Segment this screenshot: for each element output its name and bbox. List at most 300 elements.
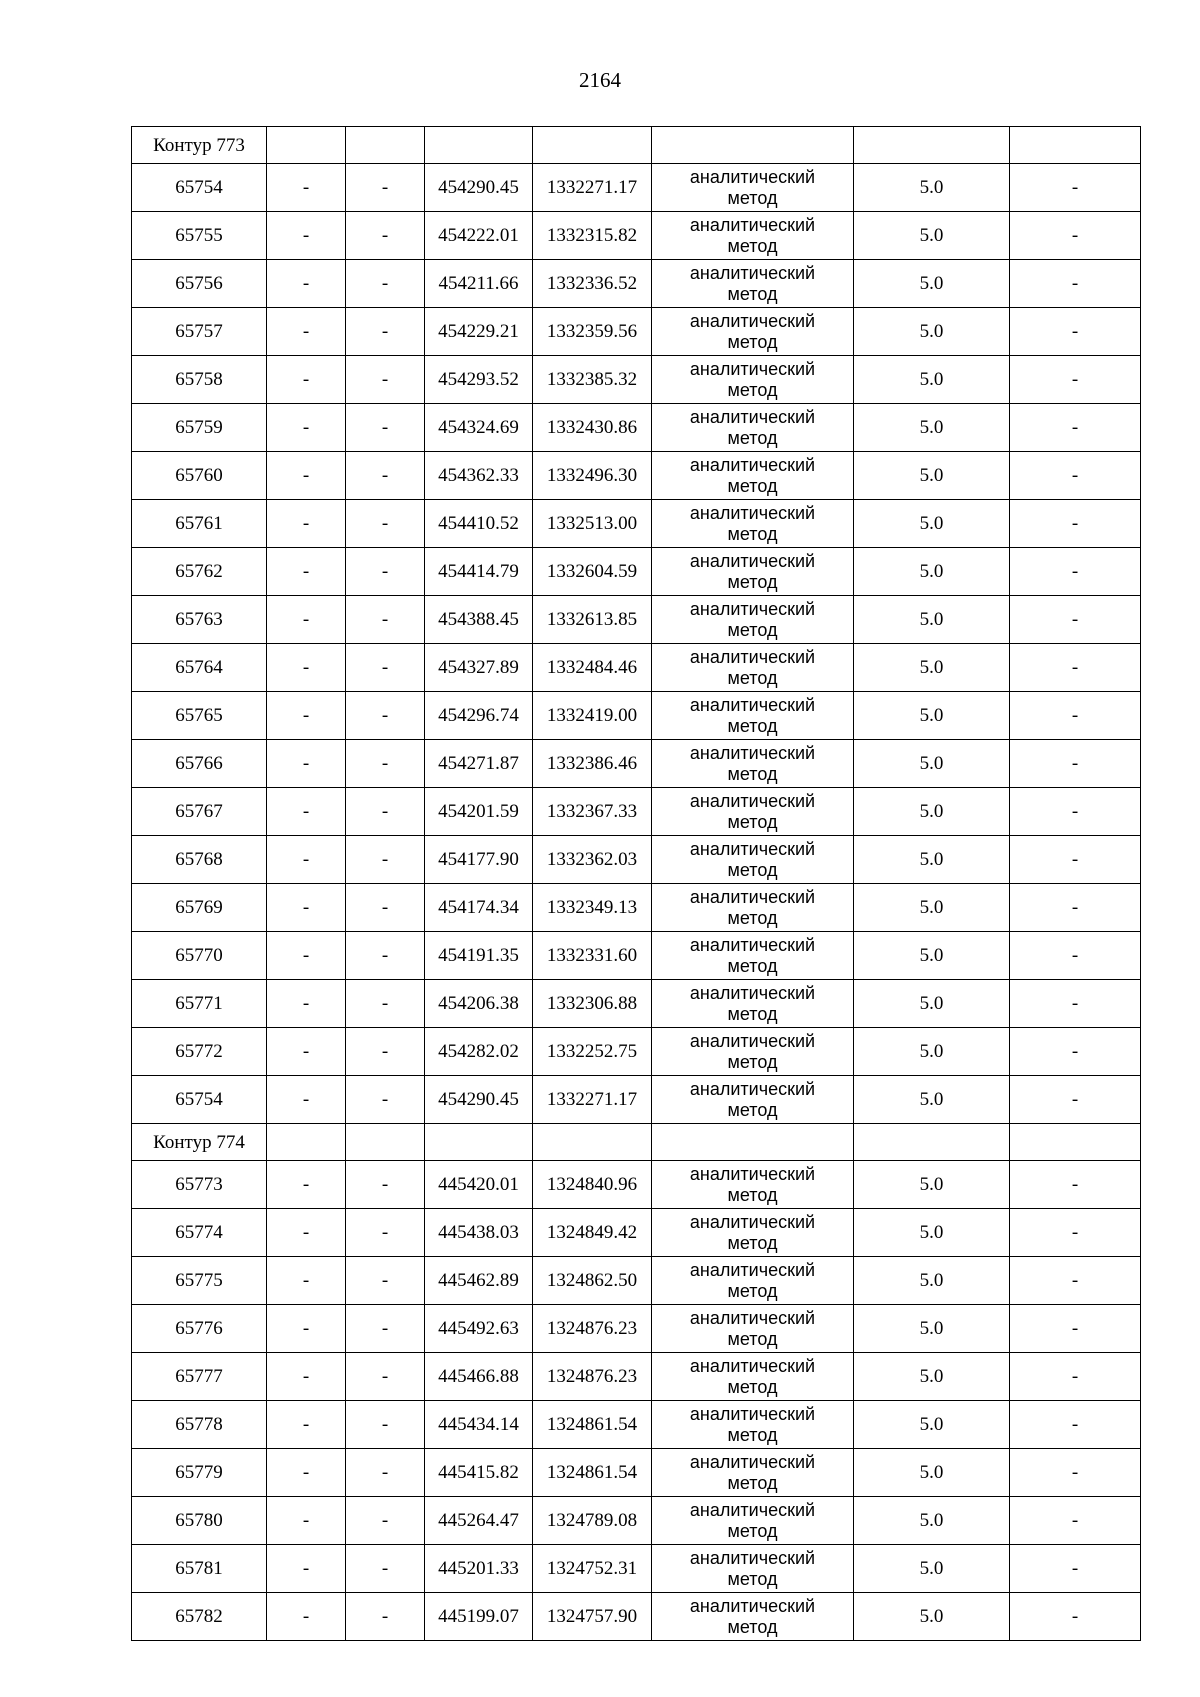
column-2-cell: -: [267, 1028, 346, 1076]
column-2-cell: -: [267, 932, 346, 980]
y-coordinate-cell: 1332349.13: [533, 884, 652, 932]
column-3-cell: -: [346, 1305, 425, 1353]
method-line-1: аналитический: [689, 1030, 816, 1051]
method-line-1: аналитический: [689, 262, 816, 283]
empty-cell: [346, 1124, 425, 1161]
empty-cell: [425, 1124, 533, 1161]
point-id-cell: 65754: [132, 164, 267, 212]
empty-cell: [854, 127, 1010, 164]
method-cell: [652, 1257, 854, 1305]
column-2-cell: -: [267, 1593, 346, 1641]
column-8-cell: -: [1010, 1028, 1141, 1076]
point-id-cell: 65769: [132, 884, 267, 932]
table-row: [132, 740, 1141, 788]
method-line-1: аналитический: [689, 790, 816, 811]
method-line-1: аналитический: [689, 982, 816, 1003]
column-3-cell: -: [346, 1353, 425, 1401]
table-row: [132, 1401, 1141, 1449]
accuracy-cell: 5.0: [854, 644, 1010, 692]
column-8-cell: -: [1010, 1076, 1141, 1124]
accuracy-cell: 5.0: [854, 692, 1010, 740]
point-id-cell: 65768: [132, 836, 267, 884]
method-cell: [652, 356, 854, 404]
contour-header-row: [132, 127, 1141, 164]
method-line-2: метод: [727, 1184, 778, 1205]
point-id-cell: 65766: [132, 740, 267, 788]
method-cell: [652, 1305, 854, 1353]
x-coordinate-cell: 454191.35: [425, 932, 533, 980]
empty-cell: [425, 127, 533, 164]
y-coordinate-cell: 1332331.60: [533, 932, 652, 980]
column-8-cell: -: [1010, 1353, 1141, 1401]
empty-cell: [652, 127, 854, 164]
column-3-cell: -: [346, 1449, 425, 1497]
method-line-1: аналитический: [689, 214, 816, 235]
column-2-cell: -: [267, 1449, 346, 1497]
accuracy-cell: 5.0: [854, 1545, 1010, 1593]
column-2-cell: -: [267, 1161, 346, 1209]
column-8-cell: -: [1010, 836, 1141, 884]
column-2-cell: -: [267, 1305, 346, 1353]
method-line-1: аналитический: [689, 310, 816, 331]
point-id-cell: 65781: [132, 1545, 267, 1593]
method-line-1: аналитический: [689, 694, 816, 715]
empty-cell: [1010, 1124, 1141, 1161]
y-coordinate-cell: 1332484.46: [533, 644, 652, 692]
column-2-cell: -: [267, 596, 346, 644]
y-coordinate-cell: 1332419.00: [533, 692, 652, 740]
point-id-cell: 65765: [132, 692, 267, 740]
accuracy-cell: 5.0: [854, 308, 1010, 356]
accuracy-cell: 5.0: [854, 356, 1010, 404]
method-cell: [652, 836, 854, 884]
method-line-2: метод: [727, 379, 778, 400]
x-coordinate-cell: 454362.33: [425, 452, 533, 500]
accuracy-cell: 5.0: [854, 548, 1010, 596]
empty-cell: [533, 1124, 652, 1161]
y-coordinate-cell: 1324861.54: [533, 1401, 652, 1449]
y-coordinate-cell: 1332315.82: [533, 212, 652, 260]
accuracy-cell: 5.0: [854, 1076, 1010, 1124]
column-8-cell: -: [1010, 164, 1141, 212]
x-coordinate-cell: 454290.45: [425, 1076, 533, 1124]
method-line-2: метод: [727, 427, 778, 448]
method-line-1: аналитический: [689, 838, 816, 859]
accuracy-cell: 5.0: [854, 212, 1010, 260]
column-2-cell: -: [267, 692, 346, 740]
method-cell: [652, 1161, 854, 1209]
y-coordinate-cell: 1324876.23: [533, 1353, 652, 1401]
method-line-1: аналитический: [689, 1403, 816, 1424]
column-2-cell: -: [267, 356, 346, 404]
x-coordinate-cell: 454293.52: [425, 356, 533, 404]
table-row: [132, 1257, 1141, 1305]
table-row: [132, 164, 1141, 212]
table-row: [132, 1497, 1141, 1545]
accuracy-cell: 5.0: [854, 1305, 1010, 1353]
table-row: [132, 1449, 1141, 1497]
method-cell: [652, 1545, 854, 1593]
empty-cell: [1010, 127, 1141, 164]
column-2-cell: -: [267, 1353, 346, 1401]
y-coordinate-cell: 1324840.96: [533, 1161, 652, 1209]
method-cell: [652, 740, 854, 788]
column-8-cell: -: [1010, 644, 1141, 692]
column-3-cell: -: [346, 356, 425, 404]
point-id-cell: 65767: [132, 788, 267, 836]
x-coordinate-cell: 445201.33: [425, 1545, 533, 1593]
accuracy-cell: 5.0: [854, 1257, 1010, 1305]
accuracy-cell: 5.0: [854, 1161, 1010, 1209]
column-3-cell: -: [346, 1257, 425, 1305]
point-id-cell: 65770: [132, 932, 267, 980]
column-3-cell: -: [346, 548, 425, 596]
table-row: [132, 788, 1141, 836]
point-id-cell: 65779: [132, 1449, 267, 1497]
column-3-cell: -: [346, 404, 425, 452]
column-3-cell: -: [346, 788, 425, 836]
column-3-cell: -: [346, 644, 425, 692]
column-8-cell: -: [1010, 980, 1141, 1028]
method-line-1: аналитический: [689, 1163, 816, 1184]
method-line-2: метод: [727, 1051, 778, 1072]
table-row: [132, 1305, 1141, 1353]
method-line-2: метод: [727, 955, 778, 976]
accuracy-cell: 5.0: [854, 1449, 1010, 1497]
accuracy-cell: 5.0: [854, 260, 1010, 308]
accuracy-cell: 5.0: [854, 932, 1010, 980]
point-id-cell: 65772: [132, 1028, 267, 1076]
empty-cell: [652, 1124, 854, 1161]
point-id-cell: 65758: [132, 356, 267, 404]
y-coordinate-cell: 1332604.59: [533, 548, 652, 596]
table-row: [132, 548, 1141, 596]
accuracy-cell: 5.0: [854, 1353, 1010, 1401]
method-cell: [652, 1209, 854, 1257]
y-coordinate-cell: 1332430.86: [533, 404, 652, 452]
accuracy-cell: 5.0: [854, 596, 1010, 644]
table-row: [132, 692, 1141, 740]
table-row: [132, 500, 1141, 548]
accuracy-cell: 5.0: [854, 164, 1010, 212]
table-row: [132, 980, 1141, 1028]
method-cell: [652, 596, 854, 644]
method-line-2: метод: [727, 667, 778, 688]
table-row: [132, 1545, 1141, 1593]
y-coordinate-cell: 1324861.54: [533, 1449, 652, 1497]
table-row: [132, 932, 1141, 980]
column-3-cell: -: [346, 740, 425, 788]
accuracy-cell: 5.0: [854, 1401, 1010, 1449]
column-8-cell: -: [1010, 884, 1141, 932]
method-line-1: аналитический: [689, 550, 816, 571]
column-8-cell: -: [1010, 260, 1141, 308]
coordinates-table: [131, 126, 1141, 1641]
method-cell: [652, 548, 854, 596]
method-cell: [652, 212, 854, 260]
x-coordinate-cell: 445264.47: [425, 1497, 533, 1545]
point-id-cell: 65762: [132, 548, 267, 596]
column-3-cell: -: [346, 500, 425, 548]
y-coordinate-cell: 1332367.33: [533, 788, 652, 836]
method-cell: [652, 692, 854, 740]
column-3-cell: -: [346, 1161, 425, 1209]
contour-title: Контур 774: [132, 1124, 267, 1161]
table-row: [132, 356, 1141, 404]
column-8-cell: -: [1010, 356, 1141, 404]
empty-cell: [267, 127, 346, 164]
column-2-cell: -: [267, 1076, 346, 1124]
method-line-1: аналитический: [689, 1547, 816, 1568]
method-line-1: аналитический: [689, 598, 816, 619]
column-8-cell: -: [1010, 212, 1141, 260]
table-row: [132, 884, 1141, 932]
point-id-cell: 65755: [132, 212, 267, 260]
accuracy-cell: 5.0: [854, 500, 1010, 548]
column-8-cell: -: [1010, 404, 1141, 452]
accuracy-cell: 5.0: [854, 1209, 1010, 1257]
y-coordinate-cell: 1332613.85: [533, 596, 652, 644]
accuracy-cell: 5.0: [854, 1497, 1010, 1545]
column-2-cell: -: [267, 1257, 346, 1305]
column-2-cell: -: [267, 836, 346, 884]
empty-cell: [267, 1124, 346, 1161]
y-coordinate-cell: 1332362.03: [533, 836, 652, 884]
accuracy-cell: 5.0: [854, 452, 1010, 500]
method-cell: [652, 1593, 854, 1641]
method-line-2: метод: [727, 859, 778, 880]
x-coordinate-cell: 454206.38: [425, 980, 533, 1028]
x-coordinate-cell: 445199.07: [425, 1593, 533, 1641]
column-8-cell: -: [1010, 788, 1141, 836]
y-coordinate-cell: 1324757.90: [533, 1593, 652, 1641]
y-coordinate-cell: 1324876.23: [533, 1305, 652, 1353]
method-line-2: метод: [727, 1520, 778, 1541]
accuracy-cell: 5.0: [854, 788, 1010, 836]
method-line-2: метод: [727, 187, 778, 208]
column-2-cell: -: [267, 260, 346, 308]
method-line-1: аналитический: [689, 166, 816, 187]
table-row: [132, 404, 1141, 452]
point-id-cell: 65764: [132, 644, 267, 692]
column-3-cell: -: [346, 260, 425, 308]
x-coordinate-cell: 454388.45: [425, 596, 533, 644]
y-coordinate-cell: 1324862.50: [533, 1257, 652, 1305]
method-line-2: метод: [727, 523, 778, 544]
table-row: [132, 836, 1141, 884]
x-coordinate-cell: 454324.69: [425, 404, 533, 452]
table-row: [132, 212, 1141, 260]
method-cell: [652, 500, 854, 548]
contour-header-row: [132, 1124, 1141, 1161]
empty-cell: [346, 127, 425, 164]
column-2-cell: -: [267, 788, 346, 836]
method-line-1: аналитический: [689, 742, 816, 763]
method-line-2: метод: [727, 763, 778, 784]
column-8-cell: -: [1010, 1305, 1141, 1353]
method-line-2: метод: [727, 235, 778, 256]
method-line-2: метод: [727, 619, 778, 640]
column-2-cell: -: [267, 884, 346, 932]
column-3-cell: -: [346, 932, 425, 980]
method-line-1: аналитический: [689, 358, 816, 379]
method-cell: [652, 308, 854, 356]
method-line-2: метод: [727, 1328, 778, 1349]
method-line-2: метод: [727, 1003, 778, 1024]
table-row: [132, 1593, 1141, 1641]
accuracy-cell: 5.0: [854, 740, 1010, 788]
x-coordinate-cell: 454229.21: [425, 308, 533, 356]
accuracy-cell: 5.0: [854, 884, 1010, 932]
y-coordinate-cell: 1332271.17: [533, 164, 652, 212]
column-3-cell: -: [346, 452, 425, 500]
point-id-cell: 65773: [132, 1161, 267, 1209]
x-coordinate-cell: 454410.52: [425, 500, 533, 548]
x-coordinate-cell: 445462.89: [425, 1257, 533, 1305]
column-3-cell: -: [346, 1028, 425, 1076]
y-coordinate-cell: 1324752.31: [533, 1545, 652, 1593]
method-line-1: аналитический: [689, 1078, 816, 1099]
point-id-cell: 65777: [132, 1353, 267, 1401]
point-id-cell: 65780: [132, 1497, 267, 1545]
table-row: [132, 1076, 1141, 1124]
method-line-2: метод: [727, 907, 778, 928]
column-3-cell: -: [346, 596, 425, 644]
table-row: [132, 1161, 1141, 1209]
column-8-cell: -: [1010, 500, 1141, 548]
x-coordinate-cell: 454174.34: [425, 884, 533, 932]
column-2-cell: -: [267, 980, 346, 1028]
method-cell: [652, 788, 854, 836]
method-line-1: аналитический: [689, 1499, 816, 1520]
point-id-cell: 65763: [132, 596, 267, 644]
column-2-cell: -: [267, 1545, 346, 1593]
method-cell: [652, 1401, 854, 1449]
method-line-2: метод: [727, 475, 778, 496]
method-line-2: метод: [727, 1568, 778, 1589]
method-cell: [652, 980, 854, 1028]
contour-title: Контур 773: [132, 127, 267, 164]
column-8-cell: -: [1010, 452, 1141, 500]
column-3-cell: -: [346, 980, 425, 1028]
point-id-cell: 65776: [132, 1305, 267, 1353]
column-8-cell: -: [1010, 548, 1141, 596]
accuracy-cell: 5.0: [854, 1593, 1010, 1641]
method-line-1: аналитический: [689, 454, 816, 475]
column-3-cell: -: [346, 1076, 425, 1124]
table-body: [132, 127, 1141, 1641]
table-row: [132, 596, 1141, 644]
x-coordinate-cell: 454296.74: [425, 692, 533, 740]
column-2-cell: -: [267, 500, 346, 548]
column-3-cell: -: [346, 308, 425, 356]
accuracy-cell: 5.0: [854, 980, 1010, 1028]
column-3-cell: -: [346, 692, 425, 740]
method-line-1: аналитический: [689, 1259, 816, 1280]
x-coordinate-cell: 445466.88: [425, 1353, 533, 1401]
x-coordinate-cell: 454290.45: [425, 164, 533, 212]
method-cell: [652, 164, 854, 212]
point-id-cell: 65782: [132, 1593, 267, 1641]
empty-cell: [533, 127, 652, 164]
method-line-1: аналитический: [689, 1355, 816, 1376]
column-8-cell: -: [1010, 1545, 1141, 1593]
method-line-1: аналитический: [689, 1307, 816, 1328]
method-cell: [652, 260, 854, 308]
method-line-2: метод: [727, 331, 778, 352]
method-line-2: метод: [727, 1232, 778, 1253]
method-line-2: метод: [727, 1376, 778, 1397]
method-line-2: метод: [727, 1280, 778, 1301]
column-2-cell: -: [267, 308, 346, 356]
column-2-cell: -: [267, 644, 346, 692]
method-line-2: метод: [727, 715, 778, 736]
point-id-cell: 65761: [132, 500, 267, 548]
method-cell: [652, 1076, 854, 1124]
column-2-cell: -: [267, 1497, 346, 1545]
column-2-cell: -: [267, 212, 346, 260]
column-2-cell: -: [267, 548, 346, 596]
method-line-2: метод: [727, 283, 778, 304]
column-3-cell: -: [346, 1545, 425, 1593]
method-cell: [652, 1028, 854, 1076]
y-coordinate-cell: 1324849.42: [533, 1209, 652, 1257]
point-id-cell: 65760: [132, 452, 267, 500]
table-row: [132, 644, 1141, 692]
point-id-cell: 65754: [132, 1076, 267, 1124]
method-line-2: метод: [727, 1099, 778, 1120]
column-2-cell: -: [267, 1401, 346, 1449]
method-cell: [652, 404, 854, 452]
x-coordinate-cell: 454222.01: [425, 212, 533, 260]
column-3-cell: -: [346, 1209, 425, 1257]
method-line-1: аналитический: [689, 646, 816, 667]
page-number: 2164: [579, 68, 621, 92]
x-coordinate-cell: 445434.14: [425, 1401, 533, 1449]
column-8-cell: -: [1010, 1401, 1141, 1449]
y-coordinate-cell: 1324789.08: [533, 1497, 652, 1545]
column-8-cell: -: [1010, 1497, 1141, 1545]
method-line-2: метод: [727, 571, 778, 592]
method-cell: [652, 1353, 854, 1401]
x-coordinate-cell: 445438.03: [425, 1209, 533, 1257]
x-coordinate-cell: 454282.02: [425, 1028, 533, 1076]
column-2-cell: -: [267, 404, 346, 452]
x-coordinate-cell: 445420.01: [425, 1161, 533, 1209]
y-coordinate-cell: 1332336.52: [533, 260, 652, 308]
x-coordinate-cell: 454177.90: [425, 836, 533, 884]
method-line-1: аналитический: [689, 502, 816, 523]
column-3-cell: -: [346, 212, 425, 260]
method-cell: [652, 644, 854, 692]
column-2-cell: -: [267, 740, 346, 788]
table-row: [132, 1209, 1141, 1257]
method-line-2: метод: [727, 1472, 778, 1493]
x-coordinate-cell: 454327.89: [425, 644, 533, 692]
column-3-cell: -: [346, 164, 425, 212]
method-line-1: аналитический: [689, 406, 816, 427]
column-8-cell: -: [1010, 1593, 1141, 1641]
column-8-cell: -: [1010, 740, 1141, 788]
column-3-cell: -: [346, 1593, 425, 1641]
table-row: [132, 308, 1141, 356]
accuracy-cell: 5.0: [854, 836, 1010, 884]
point-id-cell: 65757: [132, 308, 267, 356]
method-cell: [652, 1497, 854, 1545]
method-line-2: метод: [727, 1424, 778, 1445]
column-8-cell: -: [1010, 596, 1141, 644]
y-coordinate-cell: 1332496.30: [533, 452, 652, 500]
